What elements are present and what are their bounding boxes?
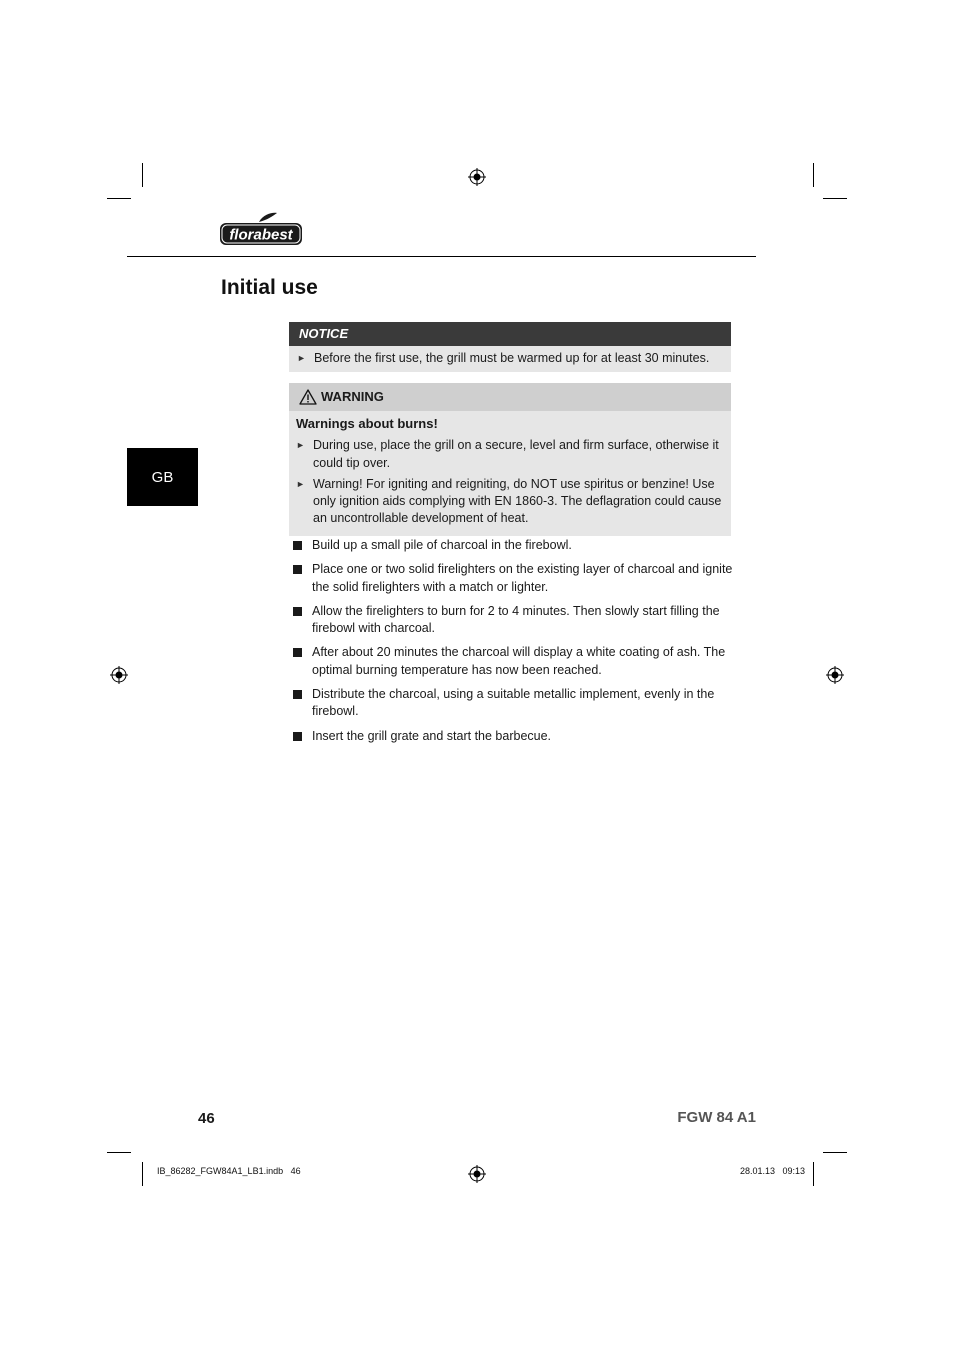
registration-mark-icon <box>468 168 486 186</box>
notice-body <box>289 346 731 372</box>
registration-mark-icon <box>826 666 844 684</box>
crop-mark <box>813 1162 814 1186</box>
crop-mark <box>142 1162 143 1186</box>
print-date-info: 28.01.13 09:13 <box>739 1166 805 1176</box>
warning-triangle-icon <box>299 389 317 405</box>
step-item <box>293 537 735 554</box>
step-item <box>293 728 735 745</box>
crop-mark <box>813 163 814 187</box>
step-text: Insert the grill grate and start the barbecue. <box>312 728 552 743</box>
notice-item-text: Before the first use, the grill must be warmed up for at least 30 minutes. <box>314 351 710 365</box>
step-text: Build up a small pile of charcoal in the firebowl. <box>312 538 572 552</box>
svg-text:florabest: florabest <box>229 226 293 244</box>
warning-item-text: During use, place the grill on a secure, level and firm surface, otherwise it could tip over. <box>313 438 719 470</box>
registration-mark-icon <box>110 666 128 684</box>
warning-label: WARNING <box>321 389 384 404</box>
warning-item-text: Warning! For igniting and reigniting, do NOT use spiritus or benzine! Use only ignition aids complying with EN 1860-3. The deflagration could cause an uncontrollable development of heat. <box>313 476 722 526</box>
arrow-bullet-icon: ► <box>296 478 305 489</box>
warning-item <box>296 437 723 472</box>
instruction-steps <box>293 537 735 752</box>
page-number: 46 <box>198 1110 215 1127</box>
page-title: Initial use <box>221 276 318 299</box>
print-file-info: IB_86282_FGW84A1_LB1.indb 46 <box>157 1166 301 1176</box>
notice-box <box>289 322 731 372</box>
square-bullet-icon <box>293 648 302 657</box>
step-text: After about 20 minutes the charcoal will display a white coating of ash. The optimal burning temperature has now been reached. <box>312 645 726 677</box>
warning-subtitle: Warnings about burns! <box>296 416 438 431</box>
warning-body <box>289 411 731 536</box>
florabest-logo <box>219 212 303 246</box>
warning-box <box>289 383 731 536</box>
step-text: Place one or two solid firelighters on the existing layer of charcoal and ignite the solid firelighters with a match or lighter. <box>312 562 733 594</box>
square-bullet-icon <box>293 607 302 616</box>
header-rule <box>127 256 756 257</box>
square-bullet-icon <box>293 565 302 574</box>
registration-mark-icon <box>468 1165 486 1183</box>
crop-mark <box>823 198 847 199</box>
warning-item <box>296 476 723 528</box>
step-text: Distribute the charcoal, using a suitable metallic implement, evenly in the firebowl. <box>312 687 715 719</box>
crop-mark <box>142 163 143 187</box>
square-bullet-icon <box>293 690 302 699</box>
step-item <box>293 603 735 638</box>
notice-item <box>297 350 723 367</box>
step-text: Allow the firelighters to burn for 2 to 4 minutes. Then slowly start filling the firebowl with charcoal. <box>312 603 720 636</box>
step-item <box>293 644 735 679</box>
arrow-bullet-icon: ► <box>296 440 305 451</box>
language-tab <box>127 448 198 506</box>
crop-mark <box>823 1152 847 1153</box>
crop-mark <box>107 198 131 199</box>
model-number: FGW 84 A1 <box>677 1109 756 1126</box>
language-label: GB <box>151 468 174 486</box>
crop-mark <box>107 1152 131 1153</box>
notice-heading: NOTICE <box>289 322 731 346</box>
square-bullet-icon <box>293 732 302 741</box>
arrow-bullet-icon: ► <box>297 353 306 363</box>
warning-heading <box>289 383 731 411</box>
step-item <box>293 686 735 721</box>
step-item <box>293 561 735 596</box>
square-bullet-icon <box>293 541 302 550</box>
